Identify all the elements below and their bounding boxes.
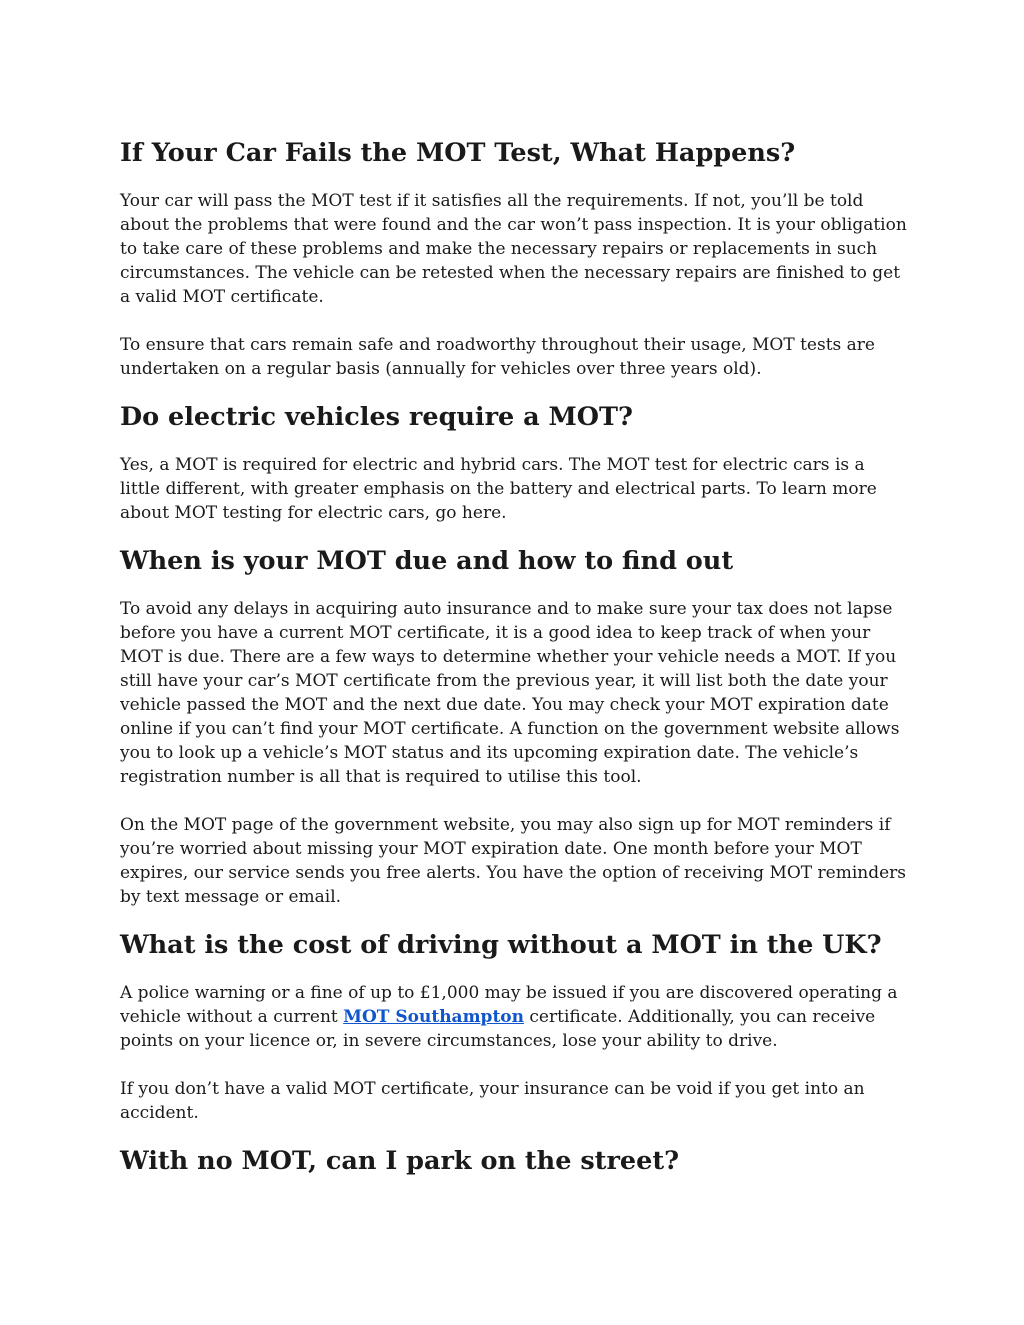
section-heading: What is the cost of driving without a MOT in the UK? (120, 930, 882, 960)
section-heading: With no MOT, can I park on the street? (120, 1146, 680, 1176)
paragraph: On the MOT page of the government website, you may also sign up for MOT reminders if you’re worried about missing your MOT expiration date. One month before your MOT expires, our service sends you free alerts. You have the option of receiving MOT reminders by text message or email. (120, 815, 907, 907)
section-heading: If Your Car Fails the MOT Test, What Happens? (120, 138, 796, 168)
section-heading: When is your MOT due and how to find out (120, 546, 734, 576)
paragraph: To avoid any delays in acquiring auto insurance and to make sure your tax does not lapse before you have a current MOT certificate, it is a good idea to keep track of when your MOT is due. There are a few ways to determine whether your vehicle needs a MOT. If you still have your car’s MOT certificate from the previous year, it will list both the date your vehicle passed the MOT and the next due date. You may check your MOT expiration date online if you can’t find your MOT certificate. A function on the government website allows you to look up a vehicle’s MOT status and its upcoming expiration date. The vehicle’s registration number is all that is required to utilise this tool. (120, 599, 900, 787)
paragraph-text: A police warning or a fine of up to £1,000 may be issued if you are discovered operating a vehicle without a current (120, 983, 898, 1027)
paragraph: Your car will pass the MOT test if it satisfies all the requirements. If not, you’ll be told about the problems that were found and the car won’t pass inspection. It is your obligation to take care of these problems and make the necessary repairs or replacements in such circumstances. The vehicle can be retested when the necessary repairs are finished to get a valid MOT certificate. (120, 191, 907, 307)
section-heading: Do electric vehicles require a MOT? (120, 402, 633, 432)
paragraph-text: certificate. Additionally, you can receive points on your licence or, in severe circumstances, lose your ability to drive. (120, 1007, 876, 1051)
paragraph: If you don’t have a valid MOT certificate, your insurance can be void if you get into an accident. (120, 1079, 865, 1123)
paragraph: To ensure that cars remain safe and roadworthy throughout their usage, MOT tests are undertaken on a regular basis (annually for vehicles over three years old). (120, 335, 875, 379)
fine-paragraph (120, 981, 910, 1053)
paragraph: Yes, a MOT is required for electric and hybrid cars. The MOT test for electric cars is a little different, with greater emphasis on the battery and electrical parts. To learn more about MOT testing for electric cars, go here. (120, 455, 877, 523)
mot-southampton-link[interactable]: MOT Southampton (343, 1007, 524, 1027)
document-page (120, 138, 910, 1197)
